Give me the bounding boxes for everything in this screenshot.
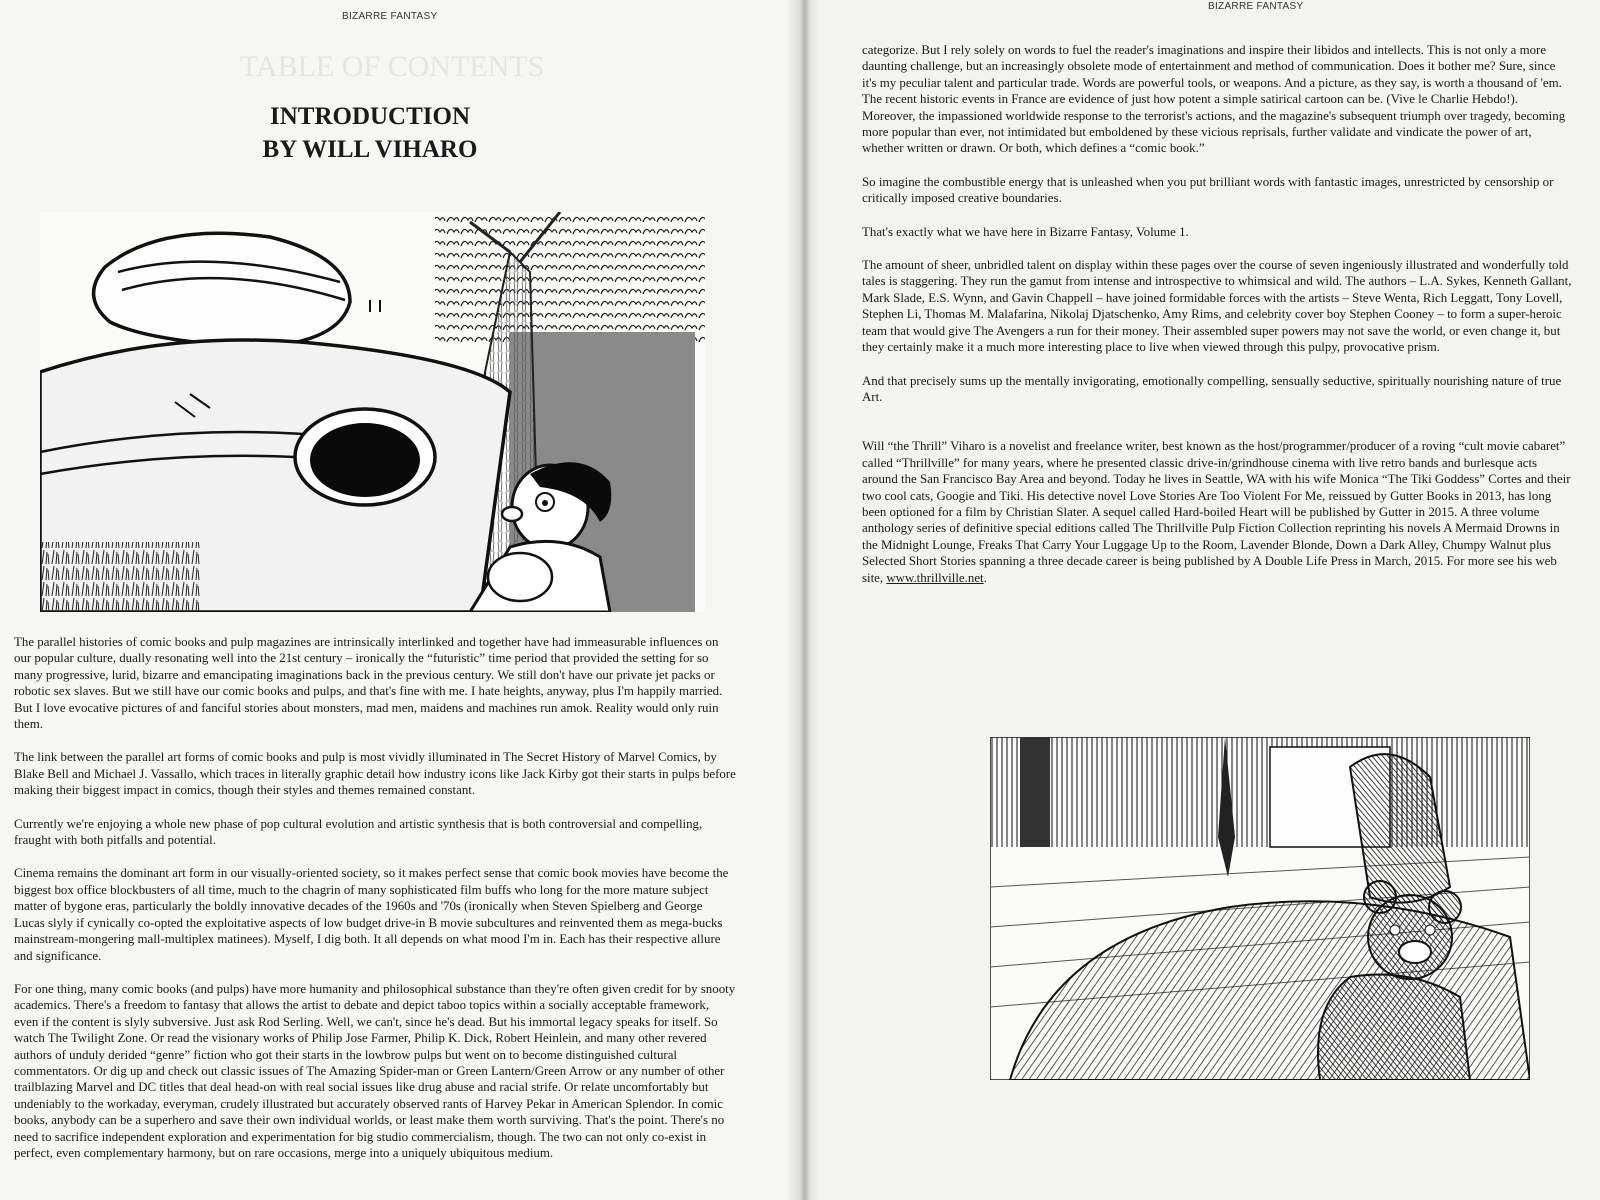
author-bio: Will “the Thrill” Viharo is a novelist and freelance writer, best known as the host/programmer/producer of a roving “cult movie cabaret” called “Thrillville” for many years, where he presented classic drive-in/grindhouse cinema with live retro bands and burlesque acts around the San Francisco Bay Area and beyond. Today he lives in Seattle, WA with his wife Monica “The Tiki Goddess” Cortes and their two cool cats, Googie and Tiki. His detective novel Love Stories Are Too Violent For Me, reissued by Gutter Books in 2013, has long been optioned for a film by Christian Slater. A sequel called Hard-boiled Heart will be published by Gutter in 2015. A three volume anthology series of definitive special editions called The Thrillville Pulp Fiction Collection reprinting his novels A Mermaid Drowns in the Midnight Lounge, Freaks That Carry Your Luggage Up to the Room, Lavender Blonde, Down a Dark Alley, Chumpy Walnut plus Selected Short Stories spanning a three decade career is being published by A Double Life Press in March, 2015. For more see his web site, www.thrillville.net. (862, 439, 1571, 585)
teddy-bear-drawing (990, 737, 1530, 1080)
article-title (200, 100, 540, 166)
saucer-cartoon-drawing (40, 212, 705, 612)
author-bio-text: Will “the Thrill” Viharo is a novelist and freelance writer, best known as the host/programmer/producer of a roving “cult movie cabaret” called “Thrillville” for many years, where he presented classic drive-in/grindhouse cinema with live retro bands and burlesque acts around the San Francisco Bay Area and beyond. Today he lives in Seattle, WA with his wife Monica “The Tiki Goddess” Cortes and their two cool cats, Googie and Tiki. His detective novel Love Stories Are Too Violent For Me, reissued by Gutter Books in 2013, has long been optioned for a film by Christian Slater. A sequel called Hard-boiled Heart will be published by Gutter in 2015. A three volume anthology series of definitive special editions called The Thrillville Pulp Fiction Collection reprinting his novels A Mermaid Drowns in the Midnight Lounge, Freaks That Carry Your Luggage Up to the Room, Lavender Blonde, Down a Dark Alley, Chumpy Walnut plus Selected Short Stories spanning a three decade career is being published by A Double Life Press in March, 2015. For more see his web site, (862, 439, 1571, 585)
bleed-through-title: TABLE OF CONTENTS (240, 50, 545, 83)
body-paragraph: So imagine the combustible energy that is unleashed when you put brilliant words with fantastic images, unrestricted by censorship or critically imposed creative boundaries. (862, 174, 1554, 206)
body-paragraph: And that precisely sums up the mentally invigorating, emotionally compelling, sensually seductive, spiritually nourishing nature of true Art. (862, 373, 1562, 404)
title-line-2: BY WILL VIHARO (262, 136, 478, 163)
body-paragraph: Cinema remains the dominant art form in our visually-oriented society, so it makes perfect sense that comic book movies have become the biggest box office blockbusters of all time, much to the chagrin of many sophisticated film buffs who long for the more mature subject matter of bygone eras, particularly the boldly innovative decades of the 1960s and '70s (ironically when Steven Spielberg and George Lucas slyly if cynically co-opted the exploitative aspects of low budget drive-in B movie subcultures and reinvented them as mega-bucks mainstream-mongering mall-multiplex matinees). Myself, I dig both. It all depends on what mood I'm in. Each has their respective allure and significance. (14, 866, 729, 963)
body-paragraph: That's exactly what we have here in Bizarre Fantasy, Volume 1. (862, 224, 1189, 239)
body-paragraph: For one thing, many comic books (and pulps) have more humanity and philosophical substance than they're often given credit for by snooty academics. There's a freedom to fantasy that allows the artist to debate and depict taboo topics within a socially acceptable framework, even if the content is slyly subversive. Just ask Rod Serling. Well, we can't, since he's dead. But his immortal legacy speaks for itself. So watch The Twilight Zone. Or read the visionary works of Philip Jose Farmer, Philip K. Dick, Robert Heinlein, and many other revered authors of unduly derided “genre” fiction who got their starts in the lowbrow pulps but went on to become distinguished cultural commentators. Or dig up and check out classic issues of The Amazing Spider-man or Green Lantern/Green Arrow or any number of other trailblazing Marvel and DC titles that deal head-on with real social issues like drug abuse and racial strife. Or relate uncomfortably but undeniably to the workaday, everyman, crudely illustrated but accurately observed rants of Harvey Pekar in American Splendor. In comic books, anybody can be a superhero and save their own individual worlds, or least make them worth surviving. That's the point. There's no need to sacrifice independent exploration and experimentation for big studio commercialism, though. The two can not only co-exist in perfect, even complementary harmony, but on rare occasions, merge into a uniquely ubiquitous medium. (14, 981, 736, 1160)
body-paragraph: The link between the parallel art forms of comic books and pulp is most vividly illuminated in The Secret History of Marvel Comics, by Blake Bell and Michael J. Vassallo, which traces in literally graphic detail how industry icons like Jack Kirby got their starts in pulps before making their biggest impact in comics, though their styles and themes remained constant. (14, 750, 736, 798)
saucer-cartoon-illustration (40, 212, 705, 612)
body-paragraph: The parallel histories of comic books and pulp magazines are intrinsically interlinked and together have had immeasurable influences on our popular culture, dually resonating well into the 21st century – ironically the “futuristic” time period that provided the setting for so many progressive, lurid, bizarre and emancipating imaginations back in the previous century. We still don't have our private jet packs or robotic sex slaves. But we still have our comic books and pulps, and that's fine with me. I hate heights, anyway, plus I'm happily married. But I love evocative pictures of and fanciful stories about monsters, mad men, maidens and machines run amok. Reality would only ruin them. (14, 635, 723, 732)
title-line-1: INTRODUCTION (269, 103, 471, 130)
right-body-text (862, 42, 1572, 603)
left-running-head: BIZARRE FANTASY (342, 11, 438, 22)
teddy-bear-illustration (990, 737, 1530, 1080)
page-gutter-shadow (786, 0, 820, 1200)
body-paragraph: categorize. But I rely solely on words to fuel the reader's imaginations and inspire their libidos and intellects. This is not only a more daunting challenge, but an increasingly obsolete mode of entertainment and method of communication. Does it bother me? Sure, since it's my peculiar talent and particular trade. Words are powerful tools, or weapons. And a picture, as they say, is worth a thousand of 'em. The recent historic events in France are evidence of just how potent a simple satirical cartoon can be. (Vive le Charlie Hebdo!). Moreover, the impassioned worldwide response to the terrorist's actions, and the magazine's subsequent triumph over tragedy, becoming more popular than ever, not intimidated but emboldened by these vicious reprisals, further validate and vindicate the power of art, whether written or drawn. Or both, which defines a “comic book.” (862, 43, 1566, 156)
left-body-text (14, 634, 736, 1178)
right-running-head: BIZARRE FANTASY (1208, 1, 1304, 12)
body-paragraph: The amount of sheer, unbridled talent on display within these pages over the course of seven ingeniously illustrated and wonderfully told tales is staggering. They run the gamut from intense and introspective to whimsical and wild. The authors – L.A. Sykes, Kenneth Gallant, Mark Slade, E.S. Wynn, and Gavin Chappell – have joined formidable forces with the artists – Steve Wenta, Rich Leggatt, Tony Lovell, Stephen Li, Thomas M. Malafarina, Nikolaj Djatschenko, Amy Rims, and celebrity cover boy Stephen Cooney – to form a super-heroic team that would give The Avengers a run for their money. Their assembled super powers may not save the world, or even change it, but they certainly make it a much more interesting place to live when viewed through this pulpy, provocative prism. (862, 258, 1572, 355)
body-paragraph: Currently we're enjoying a whole new phase of pop cultural evolution and artistic synthesis that is both controversial and compelling, fraught with both pitfalls and potential. (14, 816, 703, 848)
right-page (805, 0, 1600, 1200)
author-website-link[interactable]: www.thrillville.net (886, 570, 984, 585)
